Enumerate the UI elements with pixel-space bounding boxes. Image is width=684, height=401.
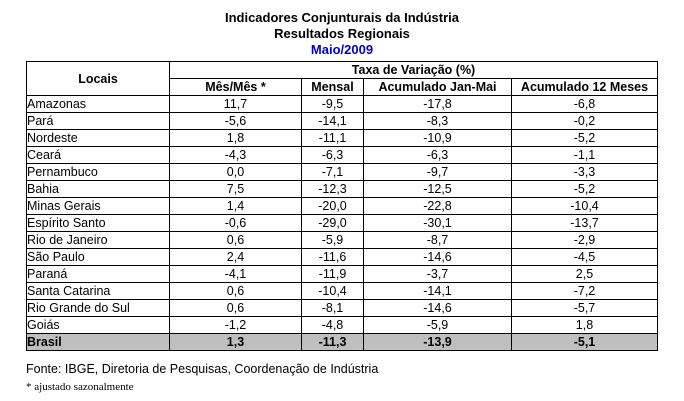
column-header-mes-mes: Mês/Mês * — [170, 79, 302, 96]
row-value: -14,1 — [364, 283, 512, 300]
row-value: -8,1 — [302, 300, 364, 317]
column-group-header: Taxa de Variação (%) — [170, 62, 658, 79]
column-header-mensal: Mensal — [302, 79, 364, 96]
row-value: -10,4 — [302, 283, 364, 300]
table-row — [27, 147, 658, 164]
row-value: -29,0 — [302, 215, 364, 232]
table-row — [27, 249, 658, 266]
row-value: 11,7 — [170, 96, 302, 113]
row-value: -14,1 — [302, 113, 364, 130]
row-location: Amazonas — [27, 96, 170, 113]
table-row — [27, 215, 658, 232]
row-value: -4,1 — [170, 266, 302, 283]
row-value: -0,2 — [512, 113, 658, 130]
row-location: Goiás — [27, 317, 170, 334]
row-value: 7,5 — [170, 181, 302, 198]
page-subtitle: Resultados Regionais — [274, 26, 410, 41]
row-value: 1,8 — [512, 317, 658, 334]
table-row — [27, 164, 658, 181]
table-row — [27, 113, 658, 130]
title-block — [0, 10, 684, 58]
row-value: -12,3 — [302, 181, 364, 198]
row-value: -5,2 — [512, 130, 658, 147]
source-note: Fonte: IBGE, Diretoria de Pesquisas, Coordenação de Indústria — [26, 362, 379, 376]
row-value: -5,9 — [302, 232, 364, 249]
row-value: 0,6 — [170, 283, 302, 300]
row-value: -11,9 — [302, 266, 364, 283]
row-value: -3,3 — [512, 164, 658, 181]
row-value: -3,7 — [364, 266, 512, 283]
indicators-table — [26, 61, 658, 351]
row-value: -6,8 — [512, 96, 658, 113]
footnote: * ajustado sazonalmente — [26, 381, 134, 393]
row-location: Rio de Janeiro — [27, 232, 170, 249]
row-value: -17,8 — [364, 96, 512, 113]
table-row — [27, 198, 658, 215]
row-value: -0,6 — [170, 215, 302, 232]
row-value: -11,6 — [302, 249, 364, 266]
row-value: -5,6 — [170, 113, 302, 130]
row-location: Bahia — [27, 181, 170, 198]
row-location: Espírito Santo — [27, 215, 170, 232]
row-value: 0,0 — [170, 164, 302, 181]
row-value: -14,6 — [364, 249, 512, 266]
row-value: -12,5 — [364, 181, 512, 198]
row-value: -5,1 — [512, 334, 658, 351]
row-value: -6,3 — [302, 147, 364, 164]
row-value: -4,3 — [170, 147, 302, 164]
row-value: 1,3 — [170, 334, 302, 351]
table-row — [27, 300, 658, 317]
table-row — [27, 283, 658, 300]
row-value: -8,7 — [364, 232, 512, 249]
period-label: Maio/2009 — [310, 42, 374, 57]
row-value: -10,4 — [512, 198, 658, 215]
row-value: -8,3 — [364, 113, 512, 130]
row-value: 2,5 — [512, 266, 658, 283]
table-row — [27, 317, 658, 334]
row-value: -11,3 — [302, 334, 364, 351]
row-location: Rio Grande do Sul — [27, 300, 170, 317]
row-location: São Paulo — [27, 249, 170, 266]
row-value: -11,1 — [302, 130, 364, 147]
row-value: -13,7 — [512, 215, 658, 232]
row-location: Brasil — [27, 334, 170, 351]
row-value: -1,1 — [512, 147, 658, 164]
row-location: Nordeste — [27, 130, 170, 147]
row-value: -14,6 — [364, 300, 512, 317]
row-value: -13,9 — [364, 334, 512, 351]
table-row — [27, 181, 658, 198]
row-value: 0,6 — [170, 300, 302, 317]
column-header-locais: Locais — [27, 62, 170, 96]
row-value: -4,8 — [302, 317, 364, 334]
row-value: -9,7 — [364, 164, 512, 181]
row-value: 1,8 — [170, 130, 302, 147]
table-row — [27, 130, 658, 147]
page-title: Indicadores Conjunturais da Indústria — [224, 10, 460, 25]
row-value: -7,1 — [302, 164, 364, 181]
row-value: -30,1 — [364, 215, 512, 232]
table-row — [27, 266, 658, 283]
row-location: Santa Catarina — [27, 283, 170, 300]
row-location: Pará — [27, 113, 170, 130]
row-value: 1,4 — [170, 198, 302, 215]
row-value: -4,5 — [512, 249, 658, 266]
row-value: -7,2 — [512, 283, 658, 300]
table-total-row — [27, 334, 658, 351]
row-location: Paraná — [27, 266, 170, 283]
row-value: -20,0 — [302, 198, 364, 215]
row-value: -2,9 — [512, 232, 658, 249]
column-header-acumulado-ano: Acumulado Jan-Mai — [364, 79, 512, 96]
row-value: -1,2 — [170, 317, 302, 334]
row-value: -22,8 — [364, 198, 512, 215]
row-value: -5,2 — [512, 181, 658, 198]
row-value: 2,4 — [170, 249, 302, 266]
row-value: 0,6 — [170, 232, 302, 249]
table-row — [27, 232, 658, 249]
column-header-acumulado-12m: Acumulado 12 Meses — [512, 79, 658, 96]
row-value: -9,5 — [302, 96, 364, 113]
table-row — [27, 96, 658, 113]
row-location: Minas Gerais — [27, 198, 170, 215]
row-location: Pernambuco — [27, 164, 170, 181]
row-value: -5,7 — [512, 300, 658, 317]
table-body — [27, 96, 658, 351]
row-value: -6,3 — [364, 147, 512, 164]
row-location: Ceará — [27, 147, 170, 164]
row-value: -5,9 — [364, 317, 512, 334]
row-value: -10,9 — [364, 130, 512, 147]
